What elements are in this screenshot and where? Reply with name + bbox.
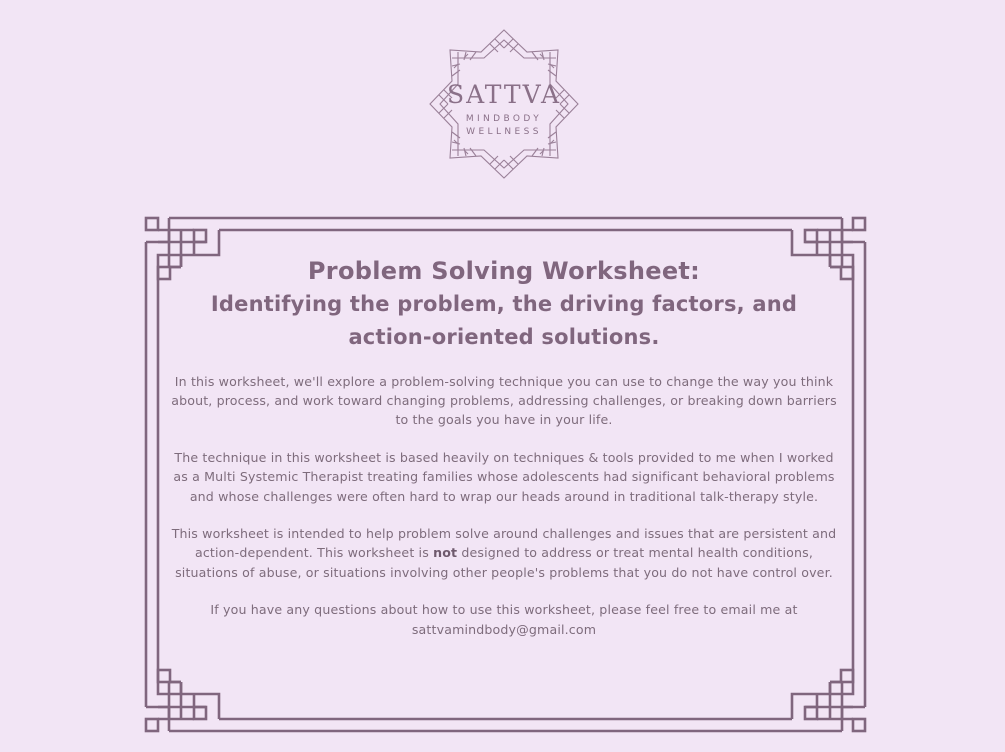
contact-email[interactable]: sattvamindbody@gmail.com [411, 621, 597, 637]
scope-paragraph [168, 524, 840, 582]
scope-text-before: This worksheet is intended to help problem solve around challenges and issues that are persistent and action-dependent. This worksheet is [171, 526, 837, 561]
intro-paragraph: In this worksheet, we'll explore a problem-solving technique you can use to change the way you think about, process, and work toward changing problems, addressing challenges, or breaking down barriers to the goals you have in your life. [171, 374, 837, 428]
corner-knot-bottom-left [146, 657, 219, 731]
worksheet-intro [168, 254, 840, 639]
scope-emphasis: not [433, 545, 458, 561]
contact-text: If you have any questions about how to use this worksheet, please feel free to email me at [210, 602, 798, 618]
sattva-logo [428, 28, 580, 180]
contact-paragraph [168, 600, 840, 638]
worksheet-title: Problem Solving Worksheet: [307, 257, 701, 285]
scope-text-after: designed to address or treat mental health conditions, situations of abuse, or situations involving other people's problems that you do not have control over. [175, 545, 833, 580]
worksheet-subtitle [168, 288, 840, 354]
background-paragraph: The technique in this worksheet is based heavily on techniques & tools provided to me when I worked as a Multi Systemic Therapist treating families whose adolescents had significant behavioral problems and whose challenges were often hard to wrap our heads around in traditional talk-therapy style. [173, 450, 835, 504]
corner-knot-bottom-right [792, 657, 865, 731]
subtitle-line-2: action-oriented solutions. [348, 325, 660, 349]
logo-name: SATTVA [446, 80, 562, 109]
logo-tagline-2: WELLNESS [466, 127, 542, 137]
logo-tagline-1: MINDBODY [465, 114, 543, 124]
subtitle-line-1: Identifying the problem, the driving factors, and [210, 292, 798, 316]
